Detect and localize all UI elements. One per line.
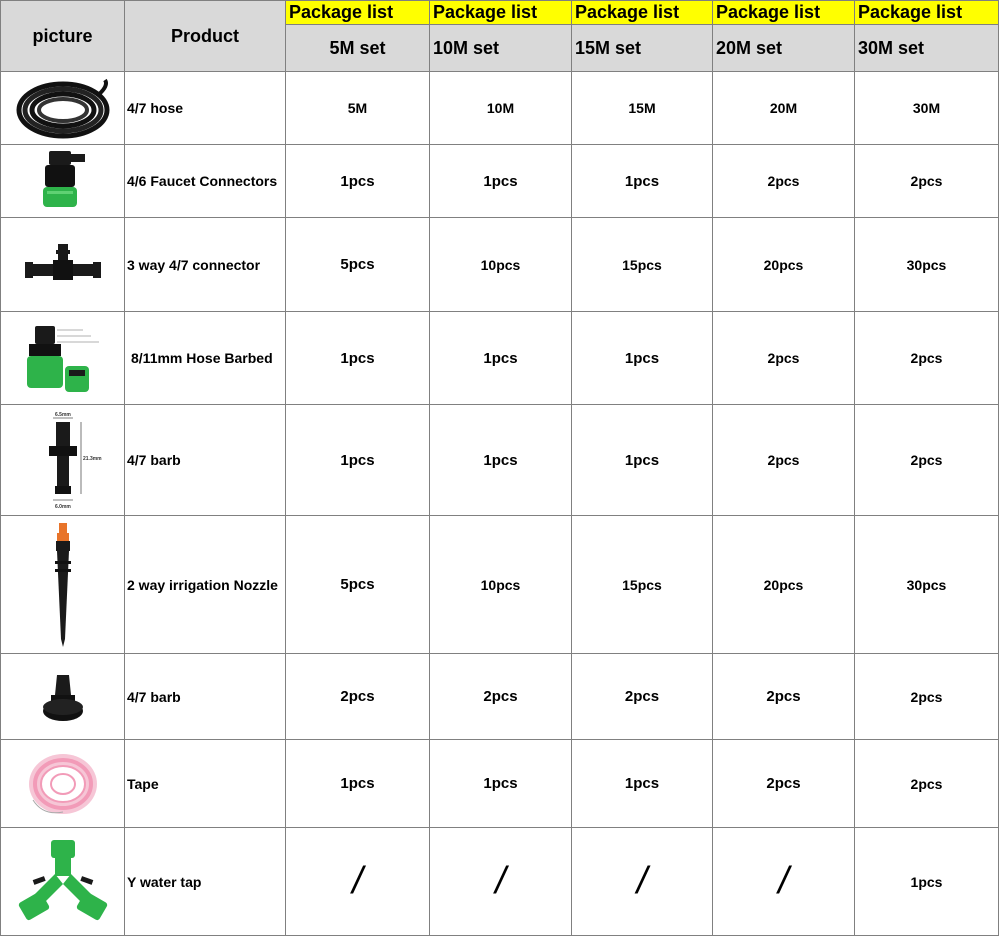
quantity-cell: 10pcs (430, 218, 572, 312)
diagram-label: 21.3mm (82, 456, 102, 462)
picture-header: picture (1, 1, 125, 72)
table-row (1, 312, 999, 405)
quantity-cell: 2pcs (855, 145, 999, 218)
quantity-cell: 1pcs (286, 740, 430, 828)
product-header: Product (125, 1, 286, 72)
diagram-label: 6.5mm (54, 412, 71, 418)
y-splitter-icon (1, 828, 125, 936)
quantity-cell: 1pcs (572, 312, 713, 405)
quantity-cell: / (286, 828, 430, 936)
product-name: 4/7 hose (125, 72, 286, 145)
end-plug-icon (1, 654, 125, 740)
barb-diagram-icon (1, 405, 125, 516)
quantity-cell: 2pcs (855, 405, 999, 516)
quantity-cell: 2pcs (572, 654, 713, 740)
package-list-header: Package list (430, 1, 572, 25)
quantity-cell: 1pcs (572, 405, 713, 516)
product-name: 4/6 Faucet Connectors (125, 145, 286, 218)
table-row (1, 516, 999, 654)
hose-coil-icon (1, 72, 125, 145)
package-list-header: Package list (572, 1, 713, 25)
quantity-cell: 15M (572, 72, 713, 145)
quantity-cell: 2pcs (855, 740, 999, 828)
product-name: 4/7 barb (125, 654, 286, 740)
quantity-cell: 1pcs (286, 312, 430, 405)
quantity-cell: 10pcs (430, 516, 572, 654)
product-name: Tape (125, 740, 286, 828)
table-row (1, 654, 999, 740)
quantity-cell: / (713, 828, 855, 936)
quantity-cell: 30pcs (855, 218, 999, 312)
hose-barb-icon (1, 312, 125, 405)
quantity-cell: 1pcs (572, 740, 713, 828)
table-row (1, 145, 999, 218)
tape-roll-icon (1, 740, 125, 828)
quantity-cell: 2pcs (855, 312, 999, 405)
diagram-label: 6.0mm (54, 504, 71, 510)
quantity-cell: 15pcs (572, 516, 713, 654)
quantity-cell: 2pcs (713, 740, 855, 828)
quantity-cell: 30M (855, 72, 999, 145)
quantity-cell: 1pcs (430, 740, 572, 828)
product-name: 3 way 4/7 connector (125, 218, 286, 312)
quantity-cell: 2pcs (286, 654, 430, 740)
quantity-cell: 2pcs (713, 145, 855, 218)
quantity-cell: 2pcs (713, 312, 855, 405)
quantity-cell: 20pcs (713, 218, 855, 312)
set-header-15m: 15M set (572, 25, 713, 72)
package-list-header: Package list (855, 1, 999, 25)
quantity-cell: 2pcs (855, 654, 999, 740)
set-header-10m: 10M set (430, 25, 572, 72)
quantity-cell: 1pcs (430, 405, 572, 516)
tee-connector-icon (1, 218, 125, 312)
quantity-cell: 1pcs (286, 405, 430, 516)
table-row (1, 740, 999, 828)
product-name: 8/11mm Hose Barbed (125, 312, 286, 405)
quantity-cell: 2pcs (713, 405, 855, 516)
quantity-cell: 20pcs (713, 516, 855, 654)
faucet-connector-icon (1, 145, 125, 218)
quantity-cell: 2pcs (713, 654, 855, 740)
quantity-cell: 2pcs (430, 654, 572, 740)
quantity-cell: 5pcs (286, 218, 430, 312)
quantity-cell: / (430, 828, 572, 936)
set-header-20m: 20M set (713, 25, 855, 72)
package-list-header: Package list (713, 1, 855, 25)
quantity-cell: 15pcs (572, 218, 713, 312)
table-row (1, 405, 999, 516)
quantity-cell: 20M (713, 72, 855, 145)
quantity-cell: 10M (430, 72, 572, 145)
table-row (1, 218, 999, 312)
set-header-5m: 5M set (286, 25, 430, 72)
package-list-header: Package list (286, 1, 430, 25)
quantity-cell: 5M (286, 72, 430, 145)
product-name: Y water tap (125, 828, 286, 936)
quantity-cell: 1pcs (286, 145, 430, 218)
quantity-cell: / (572, 828, 713, 936)
product-name: 2 way irrigation Nozzle (125, 516, 286, 654)
quantity-cell: 1pcs (572, 145, 713, 218)
quantity-cell: 1pcs (855, 828, 999, 936)
table-row (1, 72, 999, 145)
quantity-cell: 5pcs (286, 516, 430, 654)
spike-nozzle-icon (1, 516, 125, 654)
product-name: 4/7 barb (125, 405, 286, 516)
quantity-cell: 1pcs (430, 312, 572, 405)
quantity-cell: 30pcs (855, 516, 999, 654)
quantity-cell: 1pcs (430, 145, 572, 218)
set-header-30m: 30M set (855, 25, 999, 72)
table-row (1, 828, 999, 936)
